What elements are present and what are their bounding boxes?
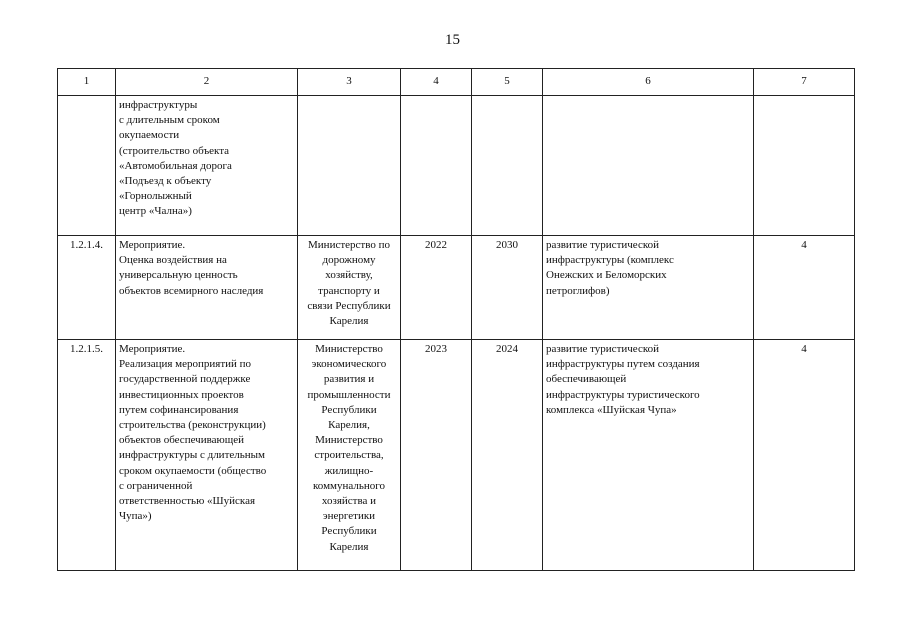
- program-table: [57, 68, 855, 571]
- table-row: [58, 236, 855, 340]
- row-end-year-cell: 2024: [472, 340, 543, 571]
- table-row: [58, 96, 855, 236]
- page-number: 15: [445, 32, 460, 48]
- row-end-year-cell: [472, 96, 543, 236]
- table-row: [58, 340, 855, 571]
- row-start-year-cell: 2022: [401, 236, 472, 340]
- row-executor-cell: Министерство экономического развития и промышленности Республики Карелия, Министерство строительства, жилищно- коммунального хозяйства и энергетики Республики Карелия: [298, 340, 401, 571]
- column-header-1: 1: [58, 69, 116, 96]
- row-end-year-cell: 2030: [472, 236, 543, 340]
- column-header-3: 3: [298, 69, 401, 96]
- row-start-year-cell: 2023: [401, 340, 472, 571]
- row-description-cell: Мероприятие. Реализация мероприятий по государственной поддержке инвестиционных проектов путем софинансирования строительства (реконструкции) объектов обеспечивающей инфраструктуры с длительным сроком окупаемости (общество с ограниченной ответственностью «Шуйская Чупа»): [116, 340, 298, 571]
- row-result-cell: [543, 96, 754, 236]
- row-indicator-cell: [754, 96, 855, 236]
- column-header-4: 4: [401, 69, 472, 96]
- column-header-5: 5: [472, 69, 543, 96]
- row-description-cell: инфраструктуры с длительным сроком окупаемости (строительство объекта «Автомобильная дорога «Подъезд к объекту «Горнолыжный центр «Чална»): [116, 96, 298, 236]
- row-id-cell: 1.2.1.4.: [58, 236, 116, 340]
- column-header-7: 7: [754, 69, 855, 96]
- row-id-cell: [58, 96, 116, 236]
- column-header-2: 2: [116, 69, 298, 96]
- row-result-cell: развитие туристической инфраструктуры (комплекс Онежских и Беломорских петроглифов): [543, 236, 754, 340]
- column-header-6: 6: [543, 69, 754, 96]
- row-start-year-cell: [401, 96, 472, 236]
- row-executor-cell: [298, 96, 401, 236]
- row-description-cell: Мероприятие. Оценка воздействия на универсальную ценность объектов всемирного наследия: [116, 236, 298, 340]
- row-indicator-cell: 4: [754, 340, 855, 571]
- row-indicator-cell: 4: [754, 236, 855, 340]
- table-header-row: [58, 69, 855, 96]
- row-executor-cell: Министерство по дорожному хозяйству, транспорту и связи Республики Карелия: [298, 236, 401, 340]
- row-result-cell: развитие туристической инфраструктуры путем создания обеспечивающей инфраструктуры туристического комплекса «Шуйская Чупа»: [543, 340, 754, 571]
- row-id-cell: 1.2.1.5.: [58, 340, 116, 571]
